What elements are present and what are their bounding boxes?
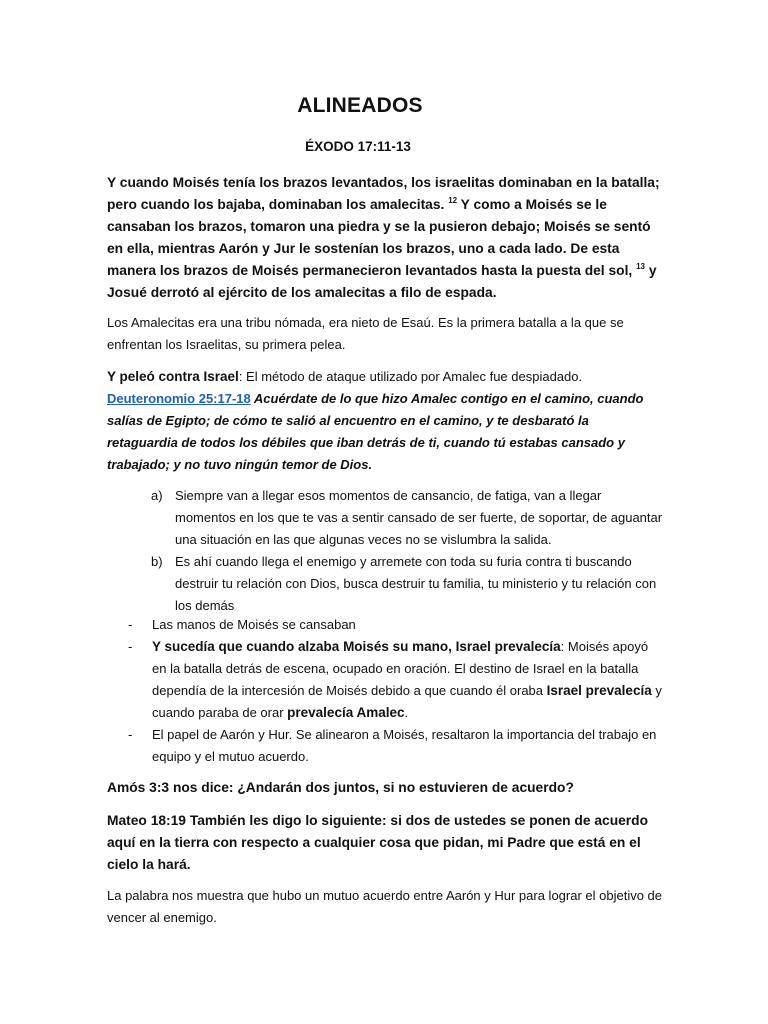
list-item-text: y cuando paraba de orar	[152, 683, 662, 720]
fought-text: : El método de ataque utilizado por Amalec fue despiadado.	[238, 369, 583, 384]
deuteronomio-link[interactable]: Deuteronomio 25:17-18	[107, 391, 251, 406]
list-item-text: El papel de Aarón y Hur. Se alinearon a Moisés, resaltaron la importancia del trabajo en equipo y el mutuo acuerdo.	[152, 727, 657, 764]
dash-marker: -	[128, 617, 133, 632]
verse-paragraph	[107, 172, 663, 304]
list-marker: a)	[151, 488, 163, 503]
amos-paragraph: Amós 3:3 nos dice: ¿Andarán dos juntos, si no estuvieren de acuerdo?	[107, 780, 574, 795]
verse-number-12: 12	[448, 196, 458, 205]
list-item-text: Las manos de Moisés se cansaban	[152, 617, 356, 632]
list-item-text: Siempre van a llegar esos momentos de cansancio, de fatiga, van a llegar momentos en los que te vas a sentir cansado de ser fuerte, de soportar, de aguantar una situación en las que algunas veces no se vislumbra la salida.	[175, 488, 663, 547]
list-item-bold: Y sucedía que cuando alzaba Moisés su mano, Israel prevalecía	[152, 639, 561, 654]
list-item	[151, 485, 663, 551]
list-marker: b)	[151, 554, 163, 569]
list-item	[128, 724, 663, 768]
dash-marker: -	[128, 727, 133, 742]
lettered-list	[151, 485, 663, 617]
list-item-bold: prevalecía Amalec	[287, 705, 405, 720]
fought-lead: Y peleó contra Israel	[107, 369, 239, 384]
dash-list	[128, 614, 663, 768]
fought-paragraph	[107, 366, 663, 476]
list-item	[128, 614, 663, 636]
closing-paragraph: La palabra nos muestra que hubo un mutuo acuerdo entre Aarón y Hur para lograr el objetivo de vencer al enemigo.	[107, 888, 663, 925]
verse-text-2: Y como a Moisés se le cansaban los brazos, tomaron una piedra y se la pusieron debajo; Moisés se sentó en ella, mientras Aarón y Jur le sostenían los brazos, uno a cada lado. De esta manera los brazos de Moisés permanecieron levantados hasta la puesta del sol,	[107, 197, 651, 278]
list-item-text: Es ahí cuando llega el enemigo y arremete con toda su furia contra ti buscando destruir tu relación con Dios, busca destruir tu familia, tu ministerio y tu relación con los demás	[175, 554, 657, 613]
intro-paragraph: Los Amalecitas era una tribu nómada, era nieto de Esaú. Es la primera batalla a la que se enfrentan los Israelitas, su primera pelea.	[107, 315, 624, 352]
dash-marker: -	[128, 639, 133, 654]
verse-text-1: Y cuando Moisés tenía los brazos levantados, los israelitas dominaban en la batalla; pero cuando los bajaba, dominaban los amalecitas.	[107, 175, 660, 212]
page-title: ALINEADOS	[297, 94, 423, 117]
verse-text-3: y Josué derrotó al ejército de los amalecitas a filo de espada.	[107, 263, 657, 300]
verse-number-13: 13	[636, 262, 645, 271]
list-item-bold: Israel prevalecía	[546, 683, 652, 698]
list-item	[151, 551, 663, 617]
list-item-text: : Moisés apoyó en la batalla detrás de escena, ocupado en oración. El destino de Israel en la batalla dependía de la intercesión de Moisés debido a que cuando él oraba	[152, 639, 649, 698]
list-item-text: .	[404, 705, 409, 720]
mateo-paragraph: Mateo 18:19 También les digo lo siguiente: si dos de ustedes se ponen de acuerdo aquí en la tierra con respecto a cualquier cosa que pidan, mi Padre que está en el cielo la hará.	[107, 813, 649, 872]
list-item	[128, 636, 663, 724]
scripture-reference: ÉXODO 17:11-13	[305, 139, 411, 154]
deuteronomio-quote: Acuérdate de lo que hizo Amalec contigo en el camino, cuando salías de Egipto; de cómo te salió al encuentro en el camino, y te desbarató la retaguardia de todos los débiles que iban detrás de ti, cuando tú estabas cansado y trabajado; y no tuvo ningún temor de Dios.	[107, 391, 644, 472]
